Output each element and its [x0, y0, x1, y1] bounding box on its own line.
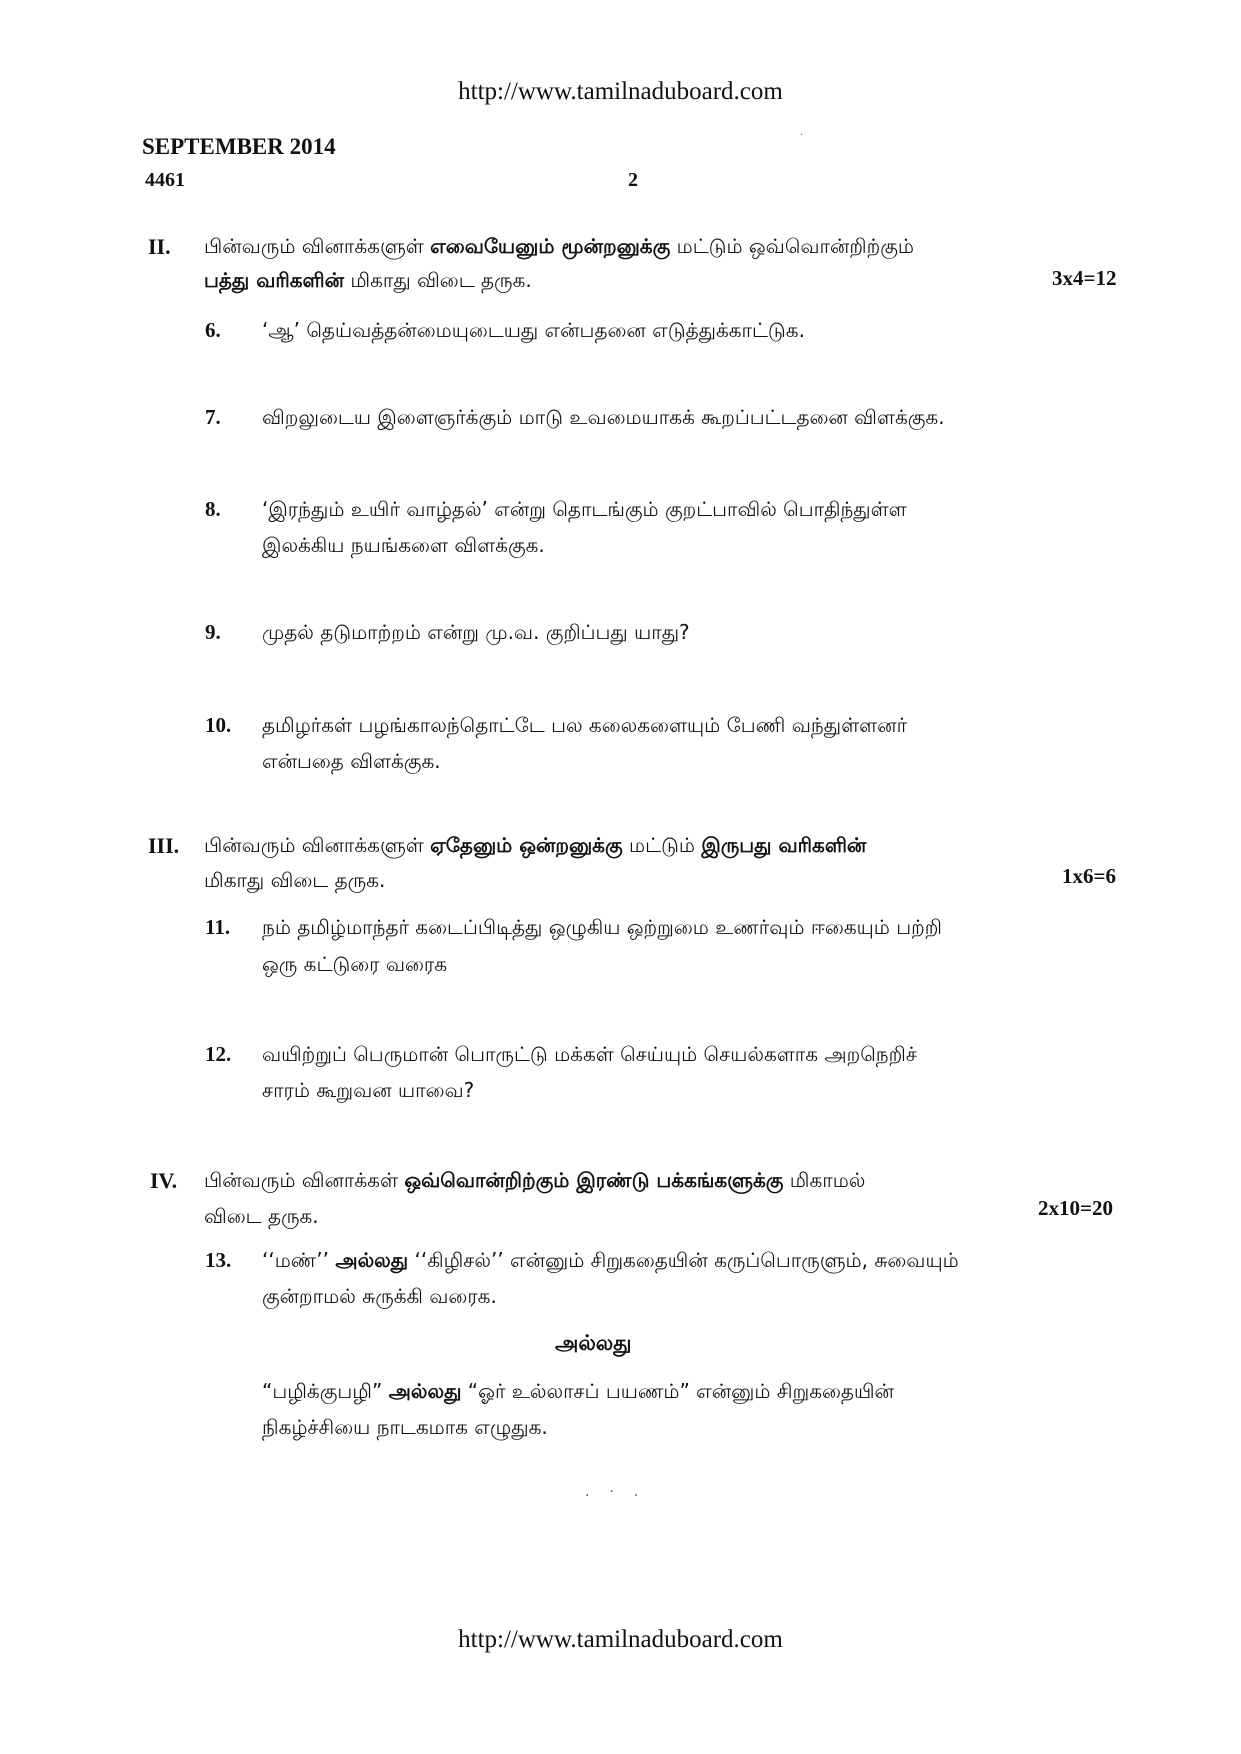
scan-speck: ·	[800, 130, 804, 141]
q12-number: 12.	[205, 1042, 232, 1066]
q11-number: 11.	[205, 915, 231, 939]
exam-month: SEPTEMBER 2014	[142, 134, 336, 159]
q12-line1: வயிற்றுப் பெருமான் பொருட்டு மக்கள் செய்யும் செயல்களாக அறநெறிச்	[262, 1042, 917, 1066]
q8-number: 8.	[205, 497, 221, 521]
footer-url: http://www.tamilnaduboard.com	[458, 1626, 783, 1653]
q6-text: ‘ஆ’ தெய்வத்தன்மையுடையது என்பதனை எடுத்துக்காட்டுக.	[262, 318, 805, 342]
q12-line2: சாரம் கூறுவன யாவை?	[262, 1078, 475, 1102]
page-number: 2	[628, 169, 638, 191]
section-2-number: II.	[148, 234, 171, 259]
q11-line1: நம் தமிழ்மாந்தர் கடைப்பிடித்து ஒழுகிய ஒற்றுமை உணர்வும் ஈகையும் பற்றி	[262, 915, 942, 939]
q13-line2: குன்றாமல் சுருக்கி வரைக.	[262, 1284, 497, 1308]
header-url: http://www.tamilnaduboard.com	[458, 78, 783, 105]
section-3-instruction-line2: மிகாது விடை தருக.	[204, 868, 386, 892]
section-4-instruction-line2: விடை தருக.	[204, 1204, 319, 1228]
q7-number: 7.	[205, 405, 221, 429]
q9-text: முதல் தடுமாற்றம் என்று மு.வ. குறிப்பது யாது?	[262, 620, 690, 644]
q8-line2: இலக்கிய நயங்களை விளக்குக.	[262, 533, 545, 557]
q13-alt-line2: நிகழ்ச்சியை நாடகமாக எழுதுக.	[262, 1415, 548, 1439]
q13-alt-line1: “பழிக்குபழி” அல்லது “ஓர் உல்லாசப் பயணம்” என்னும் சிறுகதையின்	[262, 1379, 894, 1403]
scan-specks: .·.	[585, 1484, 659, 1500]
q10-line2: என்பதை விளக்குக.	[262, 749, 441, 773]
section-2-instruction-line1: பின்வரும் வினாக்களுள் எவையேனும் மூன்றனுக்கு மட்டும் ஒவ்வொன்றிற்கும்	[204, 234, 914, 258]
section-3-marks: 1x6=6	[1062, 864, 1116, 888]
section-4-number: IV.	[150, 1168, 178, 1193]
q13-line1: ‘‘மண்’’ அல்லது ‘‘கிழிசல்’’ என்னும் சிறுகதையின் கருப்பொருளும், சுவையும்	[262, 1248, 959, 1272]
q13-number: 13.	[205, 1248, 232, 1272]
q10-line1: தமிழர்கள் பழங்காலந்தொட்டே பல கலைகளையும் பேணி வந்துள்ளனர்	[262, 713, 908, 737]
or-heading: அல்லது	[555, 1331, 632, 1355]
q10-number: 10.	[205, 713, 232, 737]
section-2-marks: 3x4=12	[1052, 266, 1117, 290]
q9-number: 9.	[205, 620, 221, 644]
paper-code: 4461	[145, 169, 185, 191]
q7-text: விறலுடைய இளைஞர்க்கும் மாடு உவமையாகக் கூறப்பட்டதனை விளக்குக.	[262, 405, 945, 429]
q11-line2: ஒரு கட்டுரை வரைக	[262, 952, 448, 976]
section-2-instruction-line2: பத்து வரிகளின் மிகாது விடை தருக.	[204, 268, 532, 292]
q6-number: 6.	[205, 318, 221, 342]
section-4-instruction-line1: பின்வரும் வினாக்கள் ஒவ்வொன்றிற்கும் இரண்டு பக்கங்களுக்கு மிகாமல்	[204, 1168, 866, 1192]
section-3-number: III.	[148, 833, 180, 858]
q8-line1: ‘இரந்தும் உயிர் வாழ்தல்’ என்று தொடங்கும் குறட்பாவில் பொதிந்துள்ள	[262, 497, 907, 521]
section-4-marks: 2x10=20	[1038, 1196, 1113, 1220]
section-3-instruction-line1: பின்வரும் வினாக்களுள் ஏதேனும் ஒன்றனுக்கு மட்டும் இருபது வரிகளின்	[204, 833, 867, 857]
